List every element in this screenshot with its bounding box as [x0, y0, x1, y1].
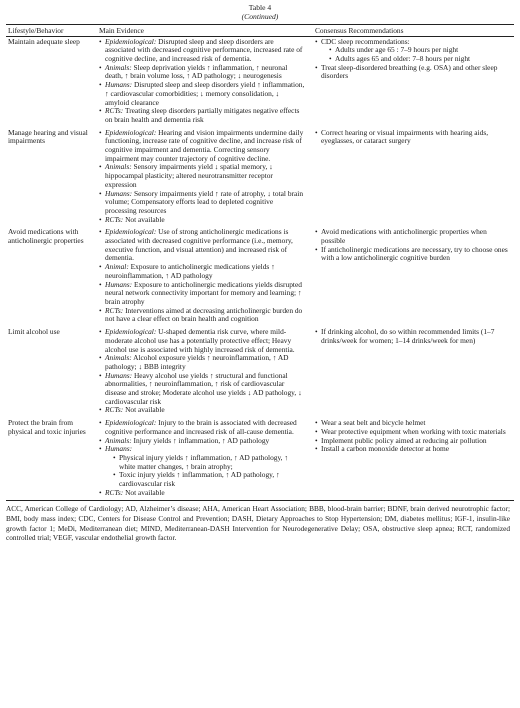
evidence-list — [99, 328, 305, 415]
evidence-text: Sensory impairments yield ↓ spatial memory, ↓ hippocampal plasticity; altered neurotransmitter receptor expression — [105, 162, 273, 189]
recommendation-text: CDC sleep recommendations: — [321, 36, 410, 46]
evidence-cell — [95, 418, 307, 501]
evidence-label: Animals: — [105, 62, 132, 72]
evidence-text: Injury yields ↑ inflammation, ↑ AD pathology — [133, 435, 270, 445]
evidence-text: Injury to the brain is associated with decreased cognitive performance and increased risk of all-cause dementia. — [105, 418, 297, 436]
evidence-label: Humans: — [105, 80, 133, 90]
evidence-label: Animals: — [105, 162, 132, 172]
evidence-item — [99, 228, 305, 263]
table-row — [6, 418, 514, 501]
evidence-text: Not available — [125, 405, 165, 415]
behavior-cell: Manage hearing and visual impairments — [8, 127, 88, 146]
evidence-item — [99, 354, 305, 371]
evidence-text: Use of strong anticholinergic medications is associated with decreased cognitive performance (i.e., memory, executive function, and visual attention) and increased risk of dementia. — [105, 227, 293, 263]
table-header-row — [6, 24, 514, 36]
evidence-label: RCTs: — [105, 106, 124, 116]
recommendation-cell — [307, 36, 514, 128]
evidence-label: Epidemiological: — [105, 127, 157, 137]
evidence-label: RCTs: — [105, 405, 124, 415]
recommendation-cell — [307, 128, 514, 228]
evidence-text: Interventions aimed at decreasing anticholinergic burden do not have a clear effect on brain health and cognition — [105, 305, 303, 324]
behavior-cell: Maintain adequate sleep — [8, 36, 80, 46]
evidence-item — [99, 281, 305, 307]
recommendation-item — [315, 246, 512, 263]
evidence-label: Animals: — [105, 435, 132, 445]
evidence-text: Disrupted sleep and sleep disorders are associated with decreased cognitive performance, increased rate of cognitive decline, and increased risk of dementia. — [105, 36, 303, 63]
evidence-item — [99, 328, 305, 354]
evidence-label: Epidemiological: — [105, 36, 157, 46]
evidence-text: Heavy alcohol use yields ↑ structural and functional abnormalities, ↑ neuroinflammation, ↑ risk of cardiovascular disease and stroke; Moderate alcohol use yields ↓ AD pathology, ↓ cardiovascular risk — [105, 370, 302, 406]
evidence-label: RCTs: — [105, 487, 124, 497]
table-caption — [6, 4, 514, 22]
recommendation-item — [315, 129, 512, 146]
recommendation-cell — [307, 327, 514, 418]
evidence-label: RCTs: — [105, 305, 124, 315]
evidence-list — [99, 419, 305, 497]
evidence-text: Disrupted sleep and sleep disorders yield ↑ inflammation, ↑ cardiovascular comorbidities; ↓ memory consolidation, ↓ amyloid clearance — [105, 80, 305, 107]
evidence-text: Treating sleep disorders partially mitigates negative effects on brain health and dementia risk — [105, 106, 300, 124]
evidence-item — [99, 107, 305, 124]
evidence-item — [99, 81, 305, 107]
evidence-sublist — [113, 454, 305, 489]
evidence-list — [99, 228, 305, 324]
behavior-cell: Protect the brain from physical and toxic injuries — [6, 418, 95, 501]
evidence-text: Hearing and vision impairments undermine daily functioning, increase rate of cognitive decline, and increase risk of cognitive impairment and dementia. Correcting sensory impairment may counter trajectory of cognitive decline. — [105, 127, 304, 163]
header-recommendations: Consensus Recommendations — [307, 24, 514, 36]
recommendation-item — [315, 38, 512, 64]
recommendation-item — [315, 228, 512, 245]
recommendation-text: Implement public policy aimed at reducing air pollution — [321, 435, 487, 445]
evidence-item — [99, 190, 305, 216]
evidence-text: Exposure to anticholinergic medications yields disrupted neural network connectivity important for memory and learning; ↑ brain atrophy — [105, 279, 302, 306]
table-row — [6, 36, 514, 128]
table-title: Table 4 — [248, 3, 272, 12]
evidence-label: Epidemiological: — [105, 418, 157, 428]
evidence-label: Animal: — [105, 262, 129, 272]
evidence-list — [99, 129, 305, 225]
evidence-cell — [95, 36, 307, 128]
evidence-item — [99, 64, 305, 81]
evidence-cell — [95, 128, 307, 228]
recommendation-text: Correct hearing or visual impairments with hearing aids, eyeglasses, or cataract surgery — [321, 127, 489, 146]
evidence-item — [99, 38, 305, 64]
behavior-cell: Avoid medications with anticholinergic properties — [8, 227, 84, 246]
evidence-item — [99, 406, 305, 415]
evidence-cell — [95, 327, 307, 418]
evidence-label: Epidemiological: — [105, 327, 157, 337]
recommendations-table — [6, 24, 514, 502]
evidence-item — [99, 445, 305, 489]
evidence-label: Humans: — [105, 188, 133, 198]
evidence-item — [99, 216, 305, 225]
evidence-item — [99, 307, 305, 324]
evidence-label: Humans: — [105, 370, 133, 380]
behavior-cell: Limit alcohol use — [8, 327, 60, 337]
evidence-subitem: • Physical injury yields ↑ inflammation, ↑ AD pathology, ↑ white matter changes, ↑ brain atrophy; — [113, 454, 305, 471]
recommendation-list — [315, 419, 512, 454]
evidence-item — [99, 263, 305, 280]
evidence-label: Animals: — [105, 353, 132, 363]
evidence-text: Sleep deprivation yields ↑ inflammation, ↑ neuronal death, ↑ brain volume loss, ↑ AD pathology; ↓ neurogenesis — [105, 62, 288, 81]
recommendation-text: Avoid medications with anticholinergic properties when possible — [321, 227, 487, 246]
recommendation-subitem: • Adults under age 65 : 7–9 hours per night — [329, 46, 512, 55]
table-footnote: ACC, American College of Cardiology; AD, Alzheimer’s disease; AHA, American Heart Association; BBB, blood-brain barrier; BDNF, brain derived neurotrophic factor; BMI, body mass index; CDC, Centers for Disease Control and Prevention; DASH, Dietary Approaches to Stop Hypertension; DM, diabetes mellitus; IGF-1, insulin-like growth factor 1; MeDi, Mediterranean diet; MIND, Mediterranean-DASH Intervention for Neurodegenerative Delay; OSA, obstructive sleep apnea; RCT, randomized controlled trial; VEGF, vascular endothelial growth factor. — [6, 504, 510, 543]
table-body — [6, 36, 514, 501]
recommendation-item — [315, 64, 512, 81]
recommendation-subitem: • Adults ages 65 and older: 7–8 hours per night — [329, 55, 512, 64]
header-evidence: Main Evidence — [95, 24, 307, 36]
recommendation-text: Wear a seat belt and bicycle helmet — [321, 418, 426, 428]
evidence-item — [99, 419, 305, 436]
recommendation-item — [315, 445, 512, 454]
evidence-item — [99, 489, 305, 498]
evidence-text: Not available — [125, 214, 165, 224]
evidence-text: Alcohol exposure yields ↑ neuroinflammation, ↑ AD pathology; ↓ BBB integrity — [105, 353, 289, 371]
evidence-text: Sensory impairments yield ↑ rate of atrophy, ↓ total brain volume; Compensatory efforts lead to depleted cognitive processing resources — [105, 188, 304, 215]
recommendation-list — [315, 228, 512, 263]
table-row — [6, 327, 514, 418]
recommendation-text: Install a carbon monoxide detector at home — [321, 444, 450, 454]
evidence-text: Exposure to anticholinergic medications yields ↑ neuroinflammation, ↑ AD pathology — [105, 262, 275, 280]
evidence-list — [99, 38, 305, 125]
table-subtitle: (Continued) — [241, 11, 279, 21]
evidence-cell — [95, 227, 307, 327]
recommendation-text: Treat sleep-disordered breathing (e.g. OSA) and other sleep disorders — [321, 62, 498, 81]
evidence-item — [99, 163, 305, 189]
recommendation-text: If drinking alcohol, do so within recommended limits (1–7 drinks/week for women; 1–14 drinks/week for men) — [321, 327, 495, 345]
evidence-text: U-shaped dementia risk curve, where mild-moderate alcohol use has a potentially protective effect; Heavy alcohol use is associated with highly increased risk of dementia. — [105, 327, 295, 354]
evidence-item — [99, 129, 305, 164]
recommendation-list — [315, 328, 512, 345]
evidence-label: Humans: — [105, 279, 133, 289]
table-row — [6, 227, 514, 327]
evidence-subitem: • Toxic injury yields ↑ inflammation, ↑ AD pathology, ↑ cardiovascular risk — [113, 471, 305, 488]
recommendation-sublist — [329, 46, 512, 63]
table-row — [6, 128, 514, 228]
evidence-label: Humans: — [105, 444, 133, 454]
recommendation-text: Wear protective equipment when working with toxic materials — [321, 426, 506, 436]
recommendation-list — [315, 129, 512, 146]
recommendation-text: If anticholinergic medications are necessary, try to choose ones with a low anticholinergic cognitive burden — [321, 244, 508, 263]
header-lifestyle: Lifestyle/Behavior — [6, 24, 95, 36]
evidence-text: Not available — [125, 487, 165, 497]
evidence-label: RCTs: — [105, 214, 124, 224]
recommendation-cell — [307, 418, 514, 501]
recommendation-list — [315, 38, 512, 82]
recommendation-item — [315, 328, 512, 345]
evidence-item — [99, 372, 305, 407]
evidence-label: Epidemiological: — [105, 227, 157, 237]
recommendation-cell — [307, 227, 514, 327]
